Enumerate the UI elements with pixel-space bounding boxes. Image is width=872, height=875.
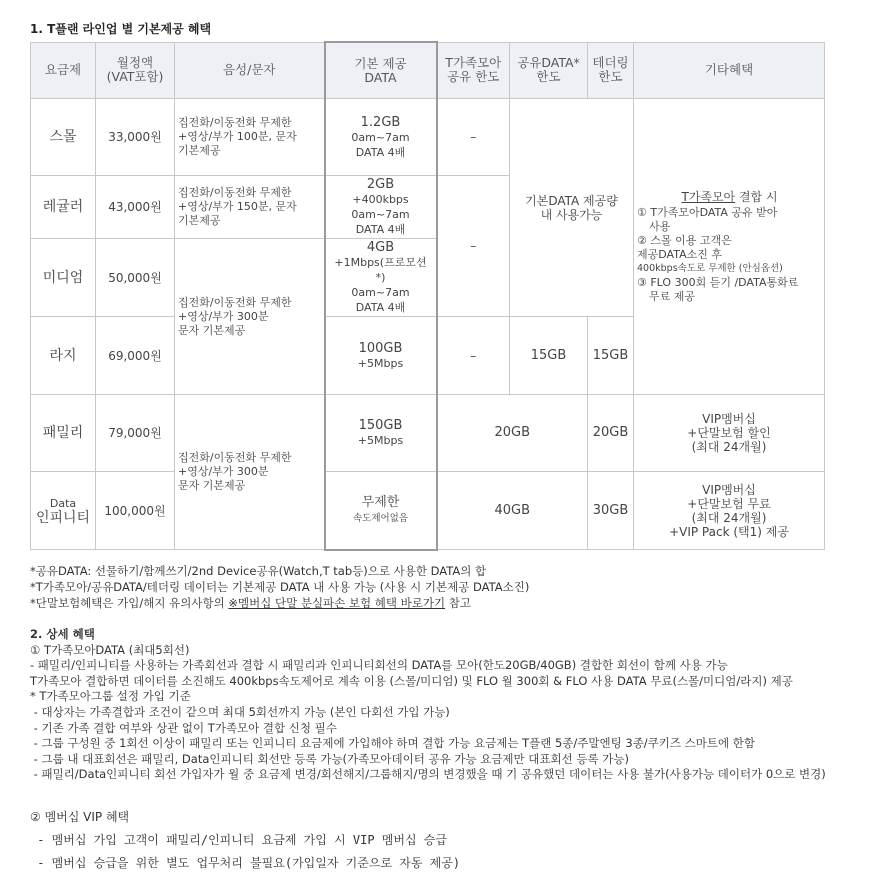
vip-line-2: - 멤버십 승급을 위한 별도 업무처리 불필요(가입일자 기준으로 자동 제공) [30, 856, 461, 870]
plan-name-family: 패밀리 [31, 395, 96, 472]
table-header-row [31, 42, 825, 99]
plan-name-small: 스몰 [31, 99, 96, 176]
header-voice: 음성/문자 [175, 42, 325, 99]
etc-line-1: ① T가족모아DATA 공유 받아 [637, 205, 778, 219]
header-tether-line2: 한도 [598, 69, 623, 85]
sharedata-merged-line1: 기본DATA 제공량 [525, 193, 618, 208]
data-large-amount: 100GB [358, 340, 403, 356]
header-price [96, 42, 175, 99]
data-regular [325, 176, 437, 239]
data-family-amount: 150GB [358, 418, 403, 433]
table-notes [30, 563, 529, 611]
etc-infinity-line1: VIP멤버십 [702, 482, 756, 497]
header-price-line1: 월정액 [116, 55, 154, 71]
header-sharedata-line2: 한도 [536, 69, 561, 85]
detail-line: T가족모아 결합하면 데이터를 소진해도 400kbps속도제어로 계속 이용 (스몰/미디엄) 및 FLO 월 300회 & FLO 사용 DATA 무료(스몰/미디엄/라지) 제공 [30, 673, 793, 688]
header-data-line2: DATA [364, 69, 397, 85]
note-shared-data: *공유DATA: 선물하기/함께쓰기/2nd Device공유(Watch,T tab등)으로 사용한 DATA의 합 [30, 564, 487, 578]
data-medium-amount: 4GB [366, 240, 395, 255]
note-insurance [30, 595, 529, 611]
detail-line: - 그룹 구성원 중 1회선 이상이 패밀리 또는 인피니티 요금제에 가입해야 하며 결합 가능 요금제는 T플랜 5종/주말엔팅 3종/쿠키즈 스마트에 한함 [30, 736, 755, 751]
sharedata-merged-line2: 내 사용가능 [540, 207, 603, 222]
plan-name-infinity [31, 472, 96, 550]
etc-line-4: 제공DATA소진 후 [637, 247, 722, 261]
vip-benefits-section [30, 806, 460, 875]
data-large-line2: +5Mbps [357, 356, 404, 370]
data-infinity-line2: 속도제어없음 [352, 512, 409, 524]
voice-mid-line1: 집전화/이동전화 무제한 [178, 295, 292, 309]
share-small: – [437, 99, 510, 176]
plan-name-infinity-line1: Data [49, 496, 77, 510]
voice-small-line1: 집전화/이동전화 무제한 [178, 116, 292, 129]
tether-family: 20GB [588, 395, 634, 472]
data-family [325, 395, 437, 472]
etc-line-5: 400kbps속도로 무제한 (안심옵션) [637, 262, 783, 274]
etc-family-line3: (최대 24개월) [691, 440, 767, 454]
plan-name-medium: 미디엄 [31, 239, 96, 317]
etc-merged-head [637, 190, 822, 204]
voice-bottom-line3: 문자 기본제공 [178, 479, 246, 492]
header-family-share [437, 42, 510, 99]
detail-line: - 패밀리/Data인피니티 회선 가입자가 월 중 요금제 변경/회선해지/그룹해지/명의 변경했을 때 기 공유했던 데이터는 사용 불가(사용가능 데이터가 0으로 변경) [30, 767, 826, 782]
price-family: 79,000원 [96, 395, 175, 472]
table-row-family [31, 395, 825, 472]
voice-regular [175, 176, 325, 239]
data-medium-line2: +1Mbps(프로모션 [334, 256, 427, 269]
detail-line: * T가족모아그룹 설정 가입 기준 [30, 689, 191, 704]
voice-small [175, 99, 325, 176]
insurance-benefit-link[interactable]: ※멤버십 단말 분실파손 보험 혜택 바로가기 [228, 596, 446, 610]
header-data [325, 42, 437, 99]
voice-medium-large [175, 239, 325, 395]
voice-regular-line3: 기본제공 [178, 214, 221, 227]
header-tether-line1: 테더링 [592, 55, 629, 71]
data-family-line2: +5Mbps [357, 434, 404, 447]
etc-infinity-line2: +단말보험 무료 [687, 496, 771, 511]
voice-bottom-line2: +영상/부가 300분 [178, 465, 269, 478]
table-row-infinity [31, 472, 825, 550]
detail-line: - 기존 가족 결합 여부와 상관 없이 T가족모아 결합 신청 필수 [30, 720, 337, 735]
family-moa-link[interactable]: T가족모아 [681, 189, 736, 204]
plan-name-infinity-line2: 인피니티 [35, 509, 91, 526]
data-medium-line3: *) [375, 271, 386, 284]
sharedata-large: 15GB [510, 317, 588, 395]
detail-benefits-section [30, 627, 826, 783]
share-large: – [437, 317, 510, 395]
price-infinity: 100,000원 [96, 472, 175, 550]
plan-lineup-table [30, 41, 825, 551]
data-regular-line2: +400kbps [352, 193, 409, 206]
voice-mid-line2: +영상/부가 300분 [178, 309, 269, 323]
header-share-line1: T가족모아 [445, 55, 502, 71]
etc-line-6: ③ FLO 300회 듣기 /DATA통화료 [637, 275, 799, 289]
sharedata-merged [510, 99, 634, 317]
header-plan: 요금제 [31, 42, 96, 99]
data-small-line3: DATA 4배 [355, 145, 406, 159]
price-large: 69,000원 [96, 317, 175, 395]
detail-line: - 대상자는 가족결합과 조건이 같으며 최대 5회선까지 가능 (본인 다회선 가입 가능) [30, 704, 450, 719]
etc-infinity [634, 472, 825, 550]
data-regular-line4: DATA 4배 [355, 223, 406, 236]
etc-family-line1: VIP멤버십 [702, 412, 756, 426]
voice-mid-line3: 문자 기본제공 [178, 323, 246, 337]
data-regular-line3: 0am~7am [351, 208, 410, 221]
price-regular: 43,000원 [96, 176, 175, 239]
header-sharedata-line1: 공유DATA* [517, 55, 580, 71]
note-insurance-post: 참고 [445, 596, 471, 610]
etc-line-7: 무료 제공 [649, 289, 696, 303]
data-medium-line4: 0am~7am [351, 286, 410, 299]
data-large [325, 317, 437, 395]
note-insurance-pre: *단말보험혜택은 가입/해지 유의사항의 [30, 596, 229, 610]
voice-family-infinity [175, 395, 325, 550]
price-small: 33,000원 [96, 99, 175, 176]
plan-name-large: 라지 [31, 317, 96, 395]
header-data-line1: 기본 제공 [354, 55, 407, 71]
data-small-line2: 0am~7am [351, 130, 410, 144]
header-tethering [588, 42, 634, 99]
etc-family-line2: +단말보험 할인 [687, 426, 771, 440]
share-infinity: 40GB [437, 472, 588, 550]
header-share-data [510, 42, 588, 99]
detail-line: - 패밀리/인피니티를 사용하는 가족회선과 결합 시 패밀리과 인피니티회선의 DATA를 모아(한도20GB/40GB) 결합한 회선이 함께 사용 가능 [30, 658, 728, 673]
plan-name-regular: 레귤러 [31, 176, 96, 239]
vip-line-1: - 멤버십 가입 고객이 패밀리/인피니티 요금제 가입 시 VIP 멤버십 승급 [30, 833, 447, 847]
header-etc: 기타혜택 [634, 42, 825, 99]
table-row-small [31, 99, 825, 176]
voice-small-line3: 기본제공 [178, 144, 221, 157]
voice-bottom-line1: 집전화/이동전화 무제한 [178, 451, 292, 464]
data-small-amount: 1.2GB [360, 114, 401, 130]
note-usage-limit: *T가족모아/공유DATA/테더링 데이터는 기본제공 DATA 내 사용 가능 (사용 시 기본제공 DATA소진) [30, 580, 530, 594]
price-medium: 50,000원 [96, 239, 175, 317]
voice-regular-line1: 집전화/이동전화 무제한 [178, 186, 292, 199]
vip-title: ② 멤버십 VIP 혜택 [30, 810, 130, 824]
data-infinity-amount: 무제한 [361, 494, 400, 510]
etc-merged [634, 99, 825, 395]
etc-infinity-line3: (최대 24개월) [691, 510, 767, 525]
section2-title: 2. 상세 혜택 [30, 627, 95, 641]
etc-infinity-line4: +VIP Pack (택1) 제공 [669, 524, 789, 539]
data-regular-amount: 2GB [366, 177, 395, 192]
tether-large: 15GB [588, 317, 634, 395]
tether-infinity: 30GB [588, 472, 634, 550]
etc-line-3: ② 스몰 이용 고객은 [637, 233, 732, 247]
detail-line: - 그룹 내 대표회선은 패밀리, Data인피니티 회선만 등록 가능(가족모아데이터 공유 가능 요금제만 대표회선 등록 가능) [30, 751, 629, 766]
section1-title: 1. T플랜 라인업 별 기본제공 혜택 [30, 22, 212, 36]
etc-line-2: 사용 [649, 219, 671, 233]
etc-head-rest: 결합 시 [735, 189, 778, 204]
data-infinity [325, 472, 437, 550]
share-medium: – [437, 176, 510, 317]
voice-regular-line2: +영상/부가 150분, 문자 [178, 200, 297, 213]
data-medium [325, 239, 437, 317]
etc-family [634, 395, 825, 472]
data-medium-line5: DATA 4배 [355, 301, 406, 314]
voice-small-line2: +영상/부가 100분, 문자 [178, 130, 297, 143]
header-price-line2: (VAT포함) [106, 69, 164, 85]
family-moa-subtitle: ① T가족모아DATA (최대5회선) [30, 642, 190, 657]
data-small [325, 99, 437, 176]
header-share-line2: 공유 한도 [447, 69, 500, 85]
share-family: 20GB [437, 395, 588, 472]
